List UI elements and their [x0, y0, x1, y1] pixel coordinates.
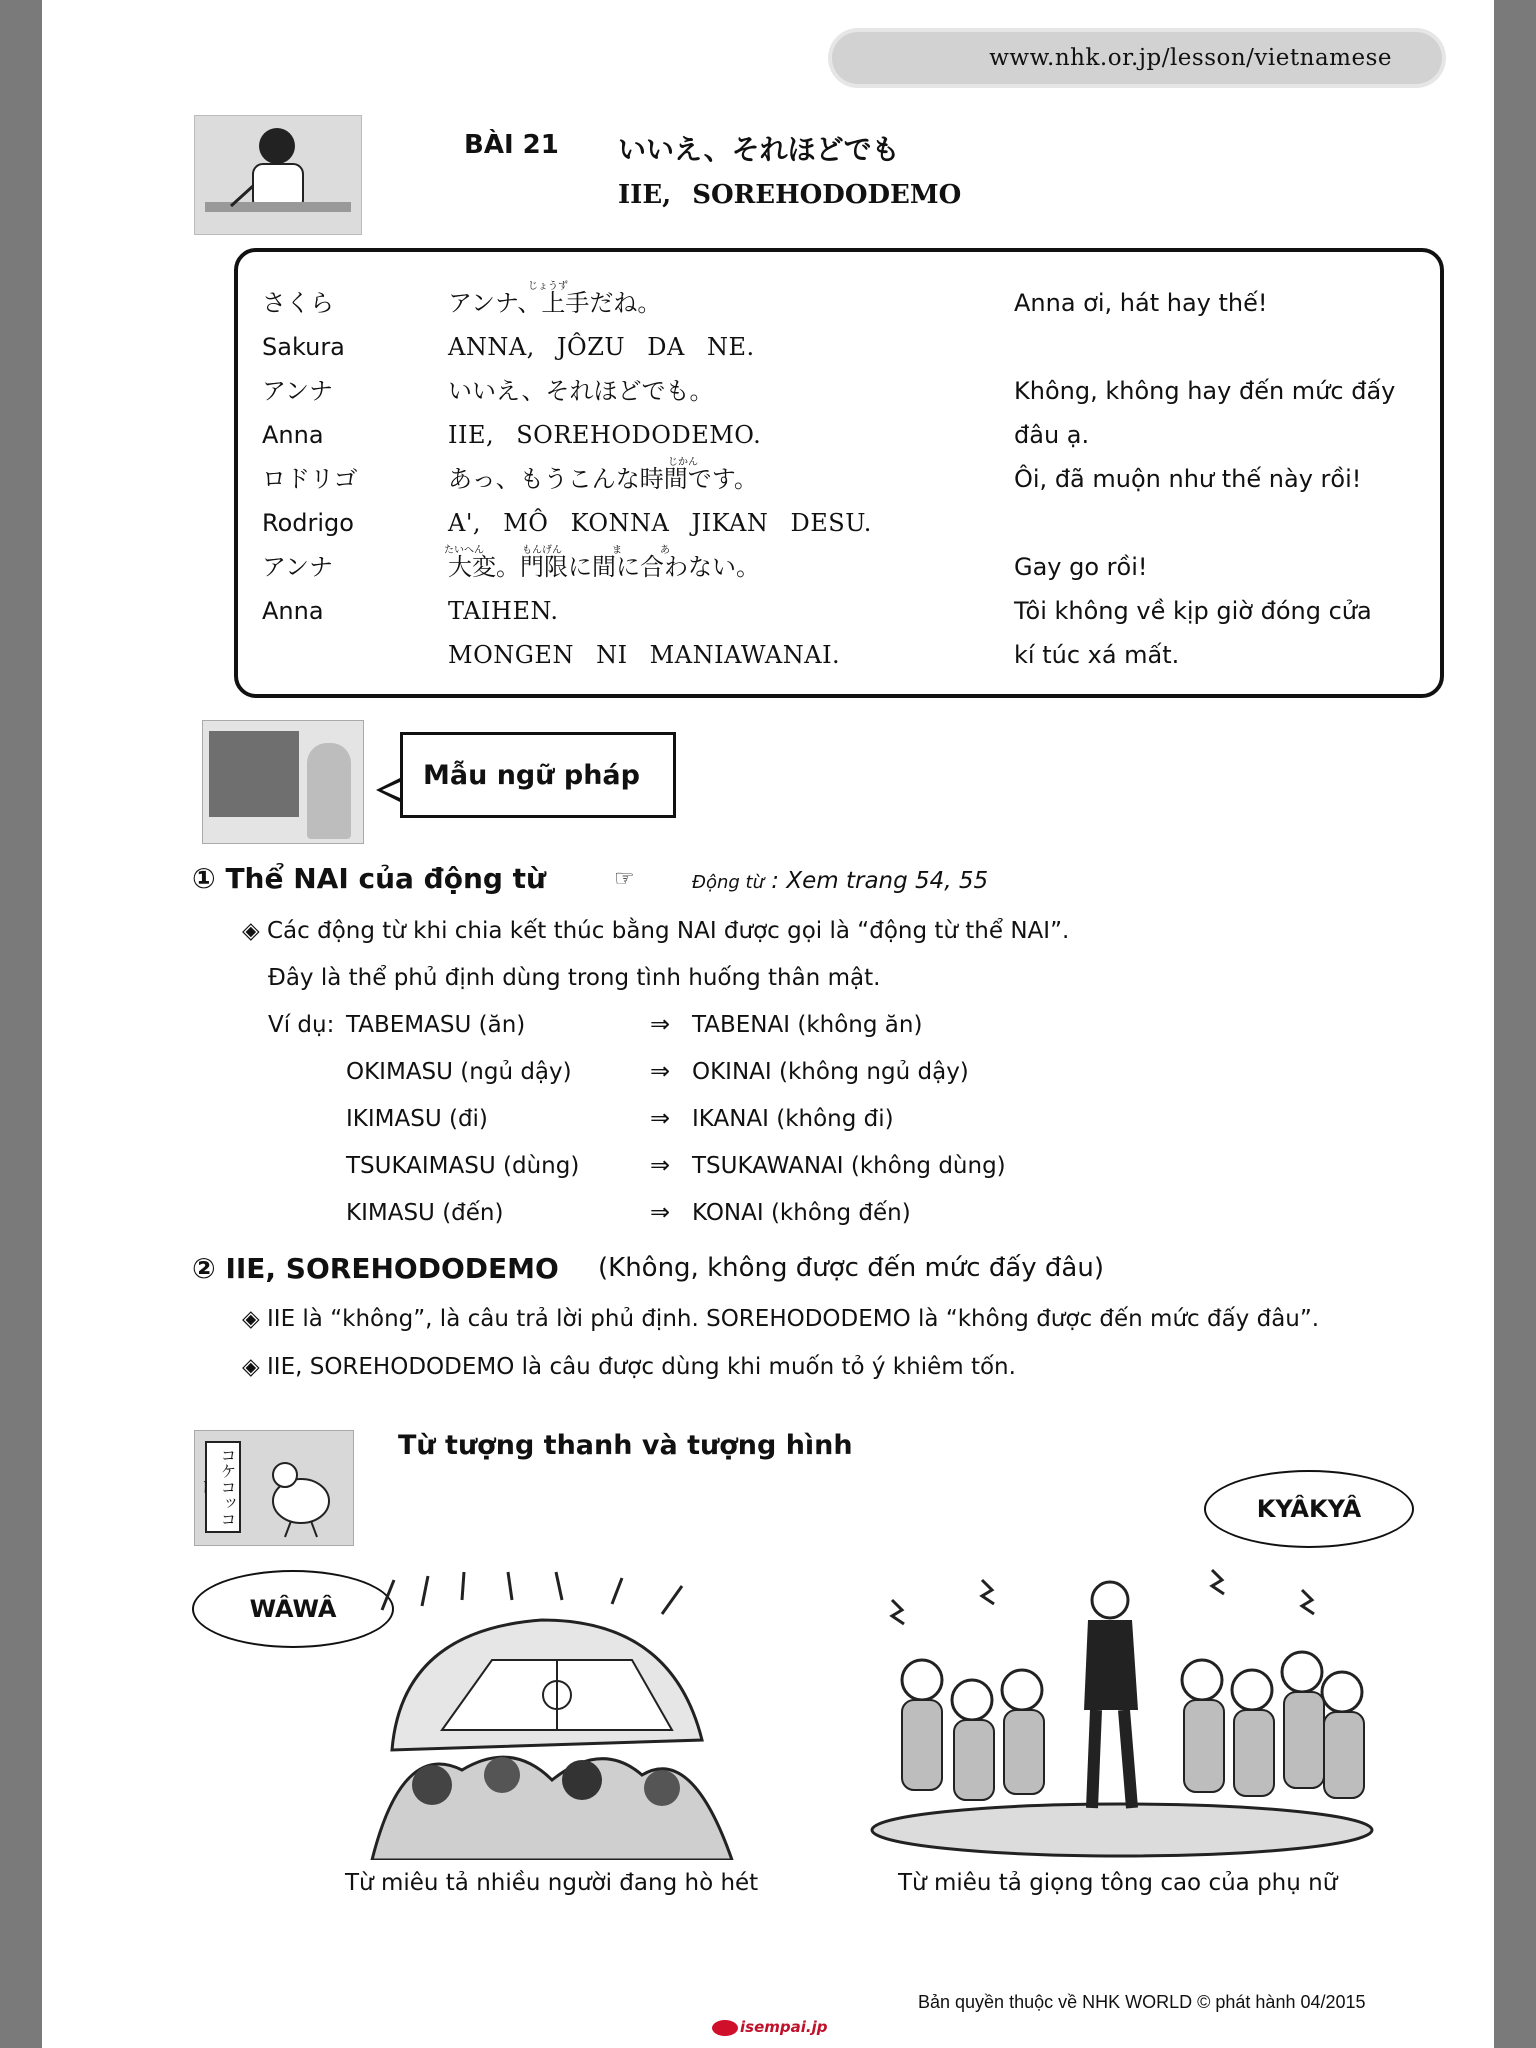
section2-title: ② IIE, SOREHODODEMO [192, 1252, 559, 1285]
grammar-bubble [400, 732, 676, 818]
example-from-4: TSUKAIMASU (dùng) [346, 1153, 580, 1179]
section1-line1: ◈ Các động từ khi chia kết thúc bằng NAI được gọi là “động từ thể NAI”. [242, 918, 1070, 944]
rooster-drawing [255, 1451, 345, 1539]
arrow-icon: ⇒ [650, 1104, 671, 1132]
speaker-sakura-jp: さくら [262, 289, 334, 317]
line-jp-4: 大変。門限に間に合わない。 [448, 553, 760, 581]
speaker-anna-jp-2: アンナ [262, 553, 334, 581]
caption-right: Từ miêu tả giọng tông cao của phụ nữ [898, 1870, 1338, 1896]
pointer-icon: ☞ [614, 866, 635, 892]
example-from-3: IKIMASU (đi) [346, 1106, 488, 1132]
line-romaji-4b: MONGEN NI MANIAWANAI. [448, 641, 841, 669]
rooster-call-sign: コケコッコー [205, 1441, 241, 1533]
note-label: Động từ [692, 872, 764, 893]
arrow-icon: ⇒ [650, 1198, 671, 1226]
url-banner [832, 32, 1442, 84]
example-label: Ví dụ: [268, 1012, 335, 1038]
furigana-mongen: もんげん [522, 545, 562, 556]
blackboard [209, 731, 299, 817]
section1-note [692, 868, 988, 894]
copyright-text: Bản quyền thuộc về NHK WORLD © phát hành 04/2015 [918, 1992, 1366, 2012]
speaker-rodrigo-jp: ロドリゴ [262, 465, 358, 493]
speaker-anna-romaji: Anna [262, 421, 324, 449]
lesson-title-jp: いいえ、それほどでも [618, 133, 900, 166]
line-jp-1: アンナ、上手だね。 [448, 289, 662, 317]
line-vi-4b: Tôi không về kịp giờ đóng cửa [1014, 597, 1372, 625]
line-romaji-3: A', MÔ KONNA JIKAN DESU. [448, 509, 872, 537]
teacher-figure [307, 743, 351, 839]
sound-section-title: Từ tượng thanh và tượng hình [398, 1430, 853, 1461]
example-to-1: TABENAI (không ăn) [692, 1012, 923, 1038]
isempai-logo[interactable] [712, 2018, 827, 2036]
example-from-1: TABEMASU (ăn) [346, 1012, 526, 1038]
line-vi-1: Anna ơi, hát hay thế! [1014, 289, 1268, 317]
example-to-2: OKINAI (không ngủ dậy) [692, 1059, 969, 1085]
logo-text: isempai.jp [740, 2018, 828, 2036]
url-text: www.nhk.or.jp/lesson/vietnamese [989, 45, 1392, 71]
speaker-anna-romaji-2: Anna [262, 597, 324, 625]
line-jp-2: いいえ、それほどでも。 [448, 377, 714, 405]
section1-title: ① Thể NAI của động từ [192, 862, 546, 895]
line-romaji-1: ANNA, JÔZU DA NE. [448, 333, 755, 361]
example-from-5: KIMASU (đến) [346, 1200, 504, 1226]
section2-line2: ◈ IIE, SOREHODODEMO là câu được dùng khi muốn tỏ ý khiêm tốn. [242, 1354, 1016, 1380]
speaker-rodrigo-romaji: Rodrigo [262, 509, 354, 537]
caption-left: Từ miêu tả nhiều người đang hò hét [345, 1870, 759, 1896]
example-to-4: TSUKAWANAI (không dùng) [692, 1153, 1006, 1179]
note-text: : Xem trang 54, 55 [763, 868, 989, 894]
line-romaji-2: IIE, SOREHODODEMO. [448, 421, 762, 449]
stadium-crowd-illustration [342, 1570, 742, 1860]
line-vi-3: Ôi, đã muộn như thế này rồi! [1014, 465, 1362, 493]
arrow-icon: ⇒ [650, 1010, 671, 1038]
bubble-kyakya [1204, 1470, 1414, 1548]
teacher-illustration [202, 720, 364, 844]
line-jp-3: あっ、もうこんな時間です。 [448, 465, 758, 493]
arrow-icon: ⇒ [650, 1057, 671, 1085]
example-to-3: IKANAI (không đi) [692, 1106, 894, 1132]
bubble-wawa-text: WÂWÂ [249, 1595, 337, 1623]
line-vi-4c: kí túc xá mất. [1014, 641, 1180, 669]
line-vi-2a: Không, không hay đến mức đấy [1014, 377, 1396, 405]
logo-icon [712, 2020, 738, 2036]
section2-line1: ◈ IIE là “không”, là câu trả lời phủ định. SOREHODODEMO là “không được đến mức đấy đâu”. [242, 1306, 1320, 1332]
page [42, 0, 1494, 2048]
example-from-2: OKIMASU (ngủ dậy) [346, 1059, 572, 1085]
line-vi-2b: đâu ạ. [1014, 421, 1090, 449]
section1-line2: Đây là thể phủ định dùng trong tình huống thân mật. [268, 965, 881, 991]
speaker-anna-jp: アンナ [262, 377, 334, 405]
furigana-ma: ま [612, 545, 622, 556]
example-to-5: KONAI (không đến) [692, 1200, 911, 1226]
furigana-taihen: たいへん [444, 545, 484, 556]
line-vi-4a: Gay go rồi! [1014, 553, 1148, 581]
speech-tail-inner [382, 782, 400, 798]
speaker-sakura-romaji: Sakura [262, 333, 345, 361]
student-drawing [195, 116, 361, 234]
lesson-number: BÀI 21 [464, 130, 559, 160]
lesson-title-romaji: IIE, SOREHODODEMO [618, 180, 962, 210]
line-romaji-4a: TAIHEN. [448, 597, 559, 625]
grammar-label: Mẫu ngữ pháp [423, 759, 640, 791]
dialog-box [234, 248, 1444, 698]
section2-subtitle: (Không, không được đến mức đấy đâu) [598, 1253, 1104, 1283]
concert-fans-illustration [862, 1560, 1382, 1860]
bubble-kyakya-text: KYÂKYÂ [1256, 1495, 1362, 1523]
rooster-illustration [194, 1430, 354, 1546]
furigana-jozu: じょうず [528, 281, 568, 292]
furigana-a: あ [660, 545, 670, 556]
furigana-jikan: じかん [668, 457, 698, 468]
arrow-icon: ⇒ [650, 1151, 671, 1179]
student-illustration [194, 115, 362, 235]
